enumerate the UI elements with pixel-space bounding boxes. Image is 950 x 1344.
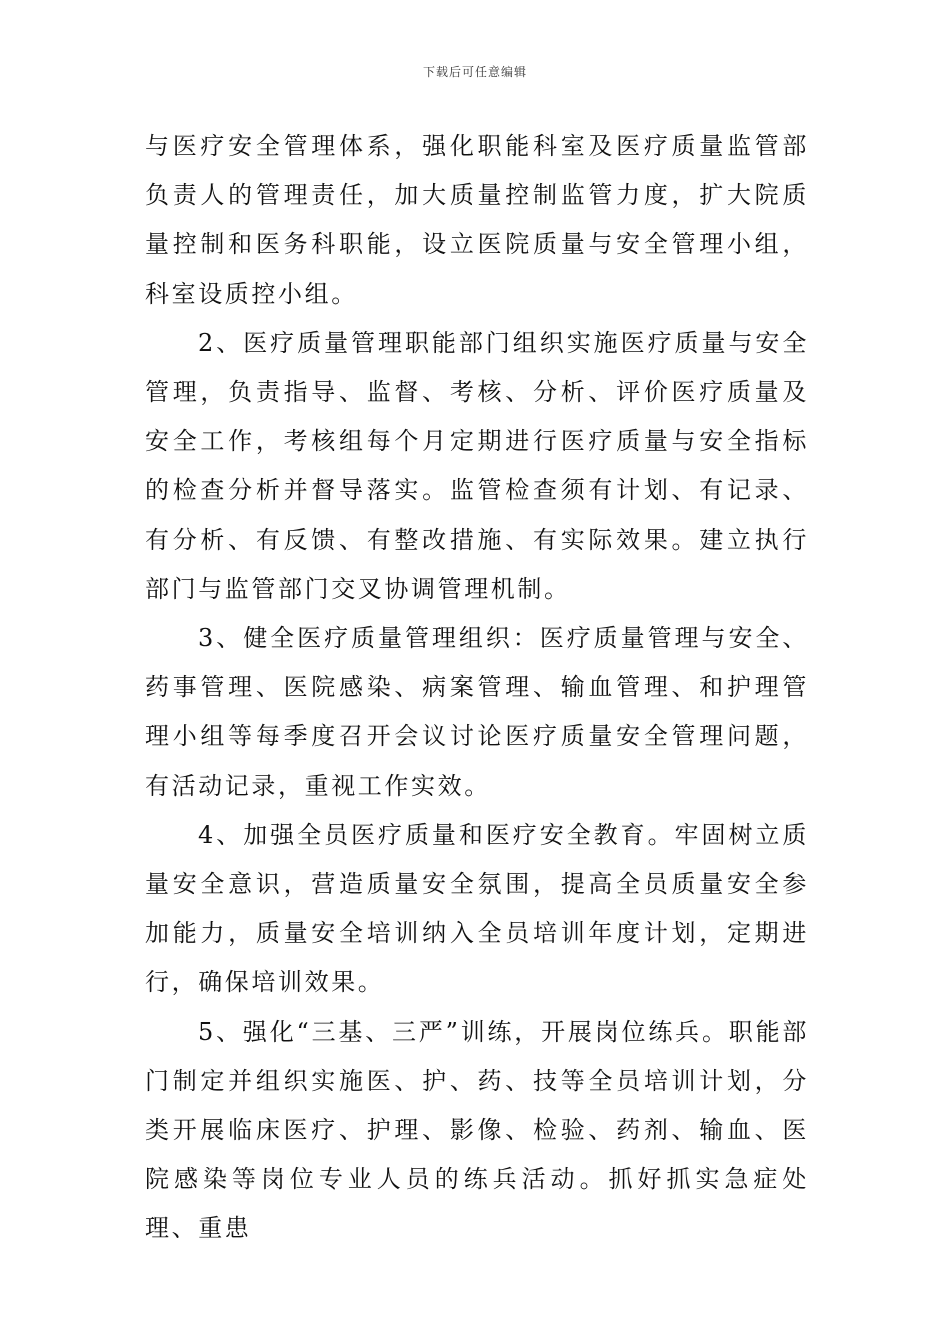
paragraph-item-3: 3、健全医疗质量管理组织：医疗质量管理与安全、药事管理、医院感染、病案管理、输血管理、和护理管理小组等每季度召开会议讨论医疗质量安全管理问题，有活动记录，重视工作实效。 (145, 624, 809, 800)
paragraph-item-2: 2、医疗质量管理职能部门组织实施医疗质量与安全管理，负责指导、监督、考核、分析、评价医疗质量及安全工作，考核组每个月定期进行医疗质量与安全指标的检查分析并督导落实。监管检查须有计划、有记录、有分析、有反馈、有整改措施、有实际效果。建立执行部门与监管部门交叉协调管理机制。 (145, 328, 809, 603)
paragraph-item-4: 4、加强全员医疗质量和医疗安全教育。牢固树立质量安全意识，营造质量安全氛围，提高全员质量安全参加能力，质量安全培训纳入全员培训年度计划，定期进行，确保培训效果。 (145, 820, 809, 997)
document-body (145, 122, 809, 1254)
page-header: 下载后可任意编辑 (422, 65, 527, 79)
paragraph-item-5: 5、强化“三基、三严”训练，开展岗位练兵。职能部门制定并组织实施医、护、药、技等全员培训计划，分类开展临床医疗、护理、影像、检验、药剂、输血、医院感染等岗位专业人员的练兵活动。抓好抓实急症处理、重患 (145, 1017, 809, 1243)
paragraph-continuation: 与医疗安全管理体系，强化职能科室及医疗质量监管部负责人的管理责任，加大质量控制监管力度，扩大院质量控制和医务科职能，设立医院质量与安全管理小组，科室设质控小组。 (145, 132, 809, 308)
